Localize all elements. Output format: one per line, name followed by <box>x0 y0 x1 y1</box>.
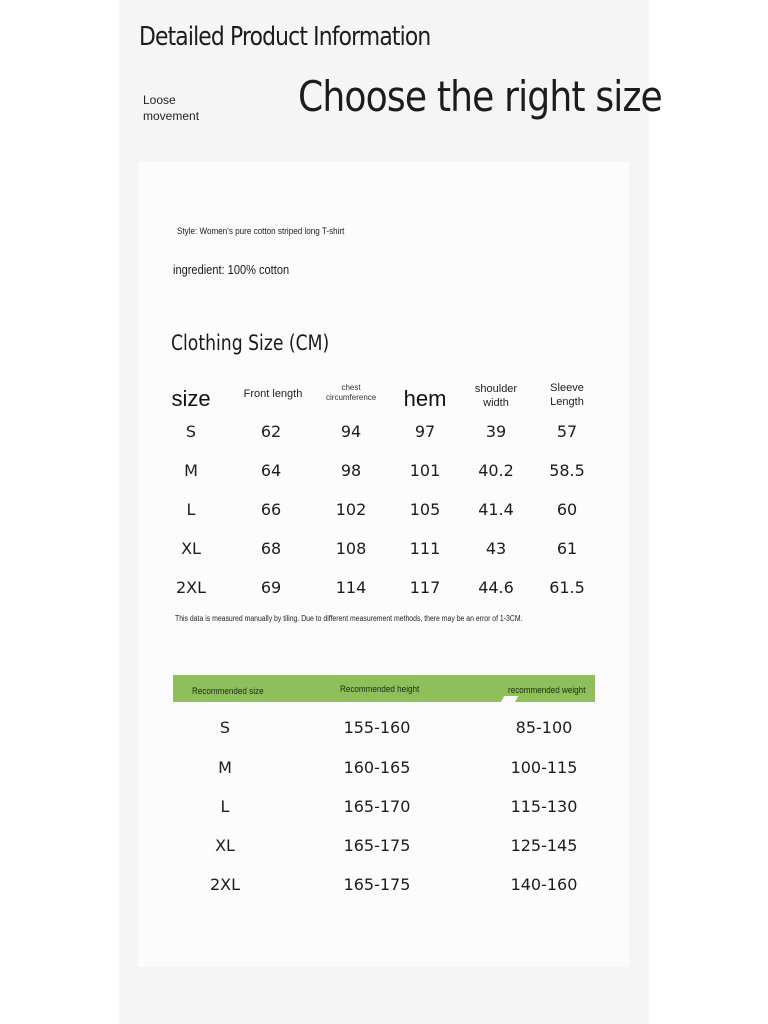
rec-height-cell: 160-165 <box>343 758 411 777</box>
shoulder-cell: 40.2 <box>478 461 514 480</box>
shoulder-cell: 43 <box>485 539 507 558</box>
chest-cell: 94 <box>340 422 362 441</box>
recommend-header-bar <box>173 675 595 702</box>
hem-cell: 97 <box>414 422 436 441</box>
rec-height-cell: 155-160 <box>343 718 411 737</box>
sleeve-header: Sleeve Length <box>550 382 584 408</box>
headline: Choose the right size <box>298 72 662 121</box>
page-title: Detailed Product Information <box>139 22 431 52</box>
rec-height-cell: 165-170 <box>343 797 411 816</box>
rec-weight-cell: 125-145 <box>510 836 578 855</box>
hem-header: hem <box>403 386 447 411</box>
rec-size-cell: S <box>219 718 231 737</box>
hem-cell: 105 <box>409 500 441 519</box>
recommended-size-header: Recommended size <box>192 686 264 696</box>
chest-cell: 98 <box>340 461 362 480</box>
rec-size-cell: L <box>220 797 230 816</box>
size-cell: M <box>184 461 198 480</box>
size-table-title: Clothing Size (CM) <box>171 331 330 355</box>
size-cell: XL <box>181 539 201 558</box>
recommended-weight-header: recommended weight <box>508 685 586 695</box>
front-length-cell: 68 <box>260 539 282 558</box>
ingredient-text: ingredient: 100% cotton <box>173 262 290 277</box>
rec-height-cell: 165-175 <box>343 875 411 894</box>
hem-cell: 111 <box>409 539 441 558</box>
rec-size-cell: 2XL <box>209 875 241 894</box>
size-cell: 2XL <box>175 578 207 597</box>
rec-height-cell: 165-175 <box>343 836 411 855</box>
rec-weight-cell: 140-160 <box>510 875 578 894</box>
rec-weight-cell: 85-100 <box>515 718 573 737</box>
sleeve-cell: 58.5 <box>549 461 585 480</box>
size-header: size <box>171 386 211 411</box>
shoulder-cell: 44.6 <box>478 578 514 597</box>
recommended-height-header: Recommended height <box>340 684 420 694</box>
rec-weight-cell: 115-130 <box>510 797 578 816</box>
front-length-header: Front length <box>243 388 303 400</box>
measurement-note: This data is measured manually by tiling. Due to different measurement methods, there may be an error of 1-3CM. <box>175 614 523 623</box>
size-cell: L <box>186 500 196 519</box>
size-cell: S <box>185 422 197 441</box>
rec-size-cell: XL <box>215 836 235 855</box>
sleeve-cell: 61 <box>556 539 578 558</box>
style-text: Style: Women's pure cotton striped long T-shirt <box>177 226 345 236</box>
rec-size-cell: M <box>218 758 232 777</box>
shoulder-cell: 41.4 <box>478 500 514 519</box>
front-length-cell: 62 <box>260 422 282 441</box>
front-length-cell: 64 <box>260 461 282 480</box>
shoulder-header: shoulder width <box>474 383 518 409</box>
sleeve-cell: 57 <box>556 422 578 441</box>
sleeve-cell: 61.5 <box>549 578 585 597</box>
rec-weight-cell: 100-115 <box>510 758 578 777</box>
chest-cell: 114 <box>335 578 367 597</box>
front-length-cell: 66 <box>260 500 282 519</box>
shoulder-cell: 39 <box>485 422 507 441</box>
sleeve-cell: 60 <box>556 500 578 519</box>
chest-header: chest circumference <box>326 383 377 402</box>
chest-cell: 102 <box>335 500 367 519</box>
front-length-cell: 69 <box>260 578 282 597</box>
tagline: Loose movement <box>143 93 200 123</box>
chest-cell: 108 <box>335 539 367 558</box>
hem-cell: 101 <box>409 461 441 480</box>
hem-cell: 117 <box>409 578 441 597</box>
